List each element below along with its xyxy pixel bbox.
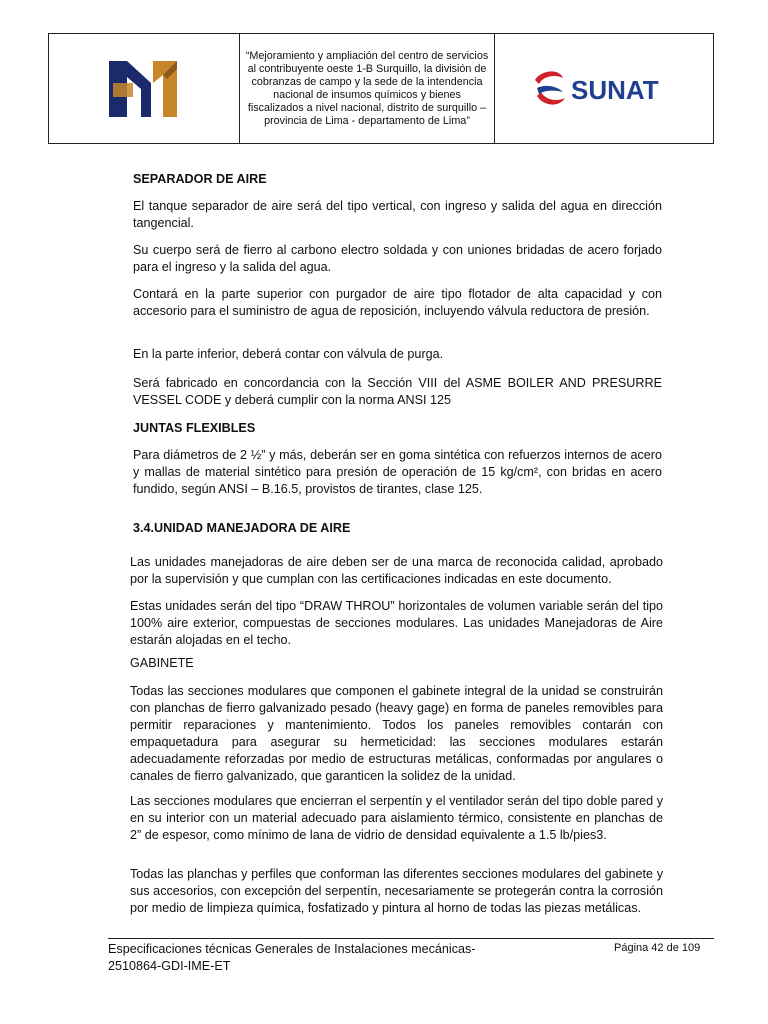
paragraph: Será fabricado en concordancia con la Sección VIII del ASME BOILER AND PRESURRE VESSEL CODE y deberá cumplir con la norma ANSI 125: [133, 376, 662, 407]
sunat-emblem-icon: [535, 71, 565, 104]
paragraph: El tanque separador de aire será del tipo vertical, con ingreso y salida del agua en dirección tangencial.: [133, 199, 662, 230]
paragraph: Contará en la parte superior con purgador de aire tipo flotador de alta capacidad y con accesorio para el suministro de agua de reposición, incluyendo válvula reductora de presión.: [133, 287, 662, 318]
footer-document-id: Especificaciones técnicas Generales de Instalaciones mecánicas-2510864-GDI-IME-ET: [108, 942, 476, 973]
section-heading-juntas: JUNTAS FLEXIBLES: [133, 421, 256, 435]
paragraph: Estas unidades serán del tipo “DRAW THROU” horizontales de volumen variable serán del tipo 100% aire exterior, compuestas de secciones modulares. Las unidades Manejadoras de Aire estarán alojadas en el techo.: [130, 599, 663, 647]
company-logo-cell: [49, 34, 240, 143]
paragraph: Todas las planchas y perfiles que conforman las diferentes secciones modulares del gabinete y sus accesorios, con excepción del serpentín, necesariamente se protegerán contra la corrosión por medio de limpieza química, fosfatizado y pintura al horno de todas las piezas metálicas.: [130, 867, 663, 915]
paragraph: Su cuerpo será de fierro al carbono electro soldada y con uniones bridadas de acero forjado para el ingreso y la salida del agua.: [133, 243, 662, 274]
sunat-logo-cell: [495, 34, 713, 143]
paragraph: Las secciones modulares que encierran el serpentín y el ventilador serán del tipo doble pared y en su interior con un material adecuado para aislamiento térmico, consistente en planchas de 2” de espesor, como mínimo de lana de vidrio de densidad equivalente a 1.5 lb/pies3.: [130, 794, 663, 842]
section-heading-separador: SEPARADOR DE AIRE: [133, 172, 267, 186]
paragraph: Todas las secciones modulares que componen el gabinete integral de la unidad se construirán con planchas de fierro galvanizado pesado (heavy gage) en forma de paneles removibles para permitir reparaciones y mantenimiento. Todos los paneles removibles contarán con empaquetadura para asegurar su hermeticidad: las secciones modulares estarán adecuadamente reforzadas por medio de estructuras metálicas, conformadas por angulares o canales de fierro galvanizado, que garanticen la solidez de la unidad.: [130, 684, 663, 783]
page-header: [48, 33, 714, 144]
subsection-heading-gabinete: GABINETE: [130, 656, 194, 670]
project-title: “Mejoramiento y ampliación del centro de servicios al contribuyente oeste 1-B Surquillo, la división de cobranzas de campo y la sede de la intendencia nacional de insumos químicos y bienes fiscalizados a nivel nacional, distrito de surquillo – provincia de Lima - departamento de Lima”: [240, 34, 495, 143]
sunat-wordmark: SUNAT: [571, 74, 659, 105]
sunat-logo: [529, 66, 679, 112]
footer-page-number: Página 42 de 109: [614, 942, 701, 954]
paragraph: En la parte inferior, deberá contar con válvula de purga.: [133, 347, 444, 361]
paragraph: Las unidades manejadoras de aire deben ser de una marca de reconocida calidad, aprobado por la supervisión y que cumplan con las certificaciones indicadas en este documento.: [130, 555, 663, 586]
section-heading-unidad: 3.4.UNIDAD MANEJADORA DE AIRE: [133, 521, 351, 535]
company-logo: [107, 57, 181, 121]
paragraph: Para diámetros de 2 ½” y más, deberán ser en goma sintética con refuerzos internos de acero y mallas de material sintético para presión de operación de 15 kg/cm², con bridas en acero fundido, según ANSI – B.16.5, provistos de tirantes, clase 125.: [133, 448, 662, 496]
footer-divider: [108, 938, 714, 939]
